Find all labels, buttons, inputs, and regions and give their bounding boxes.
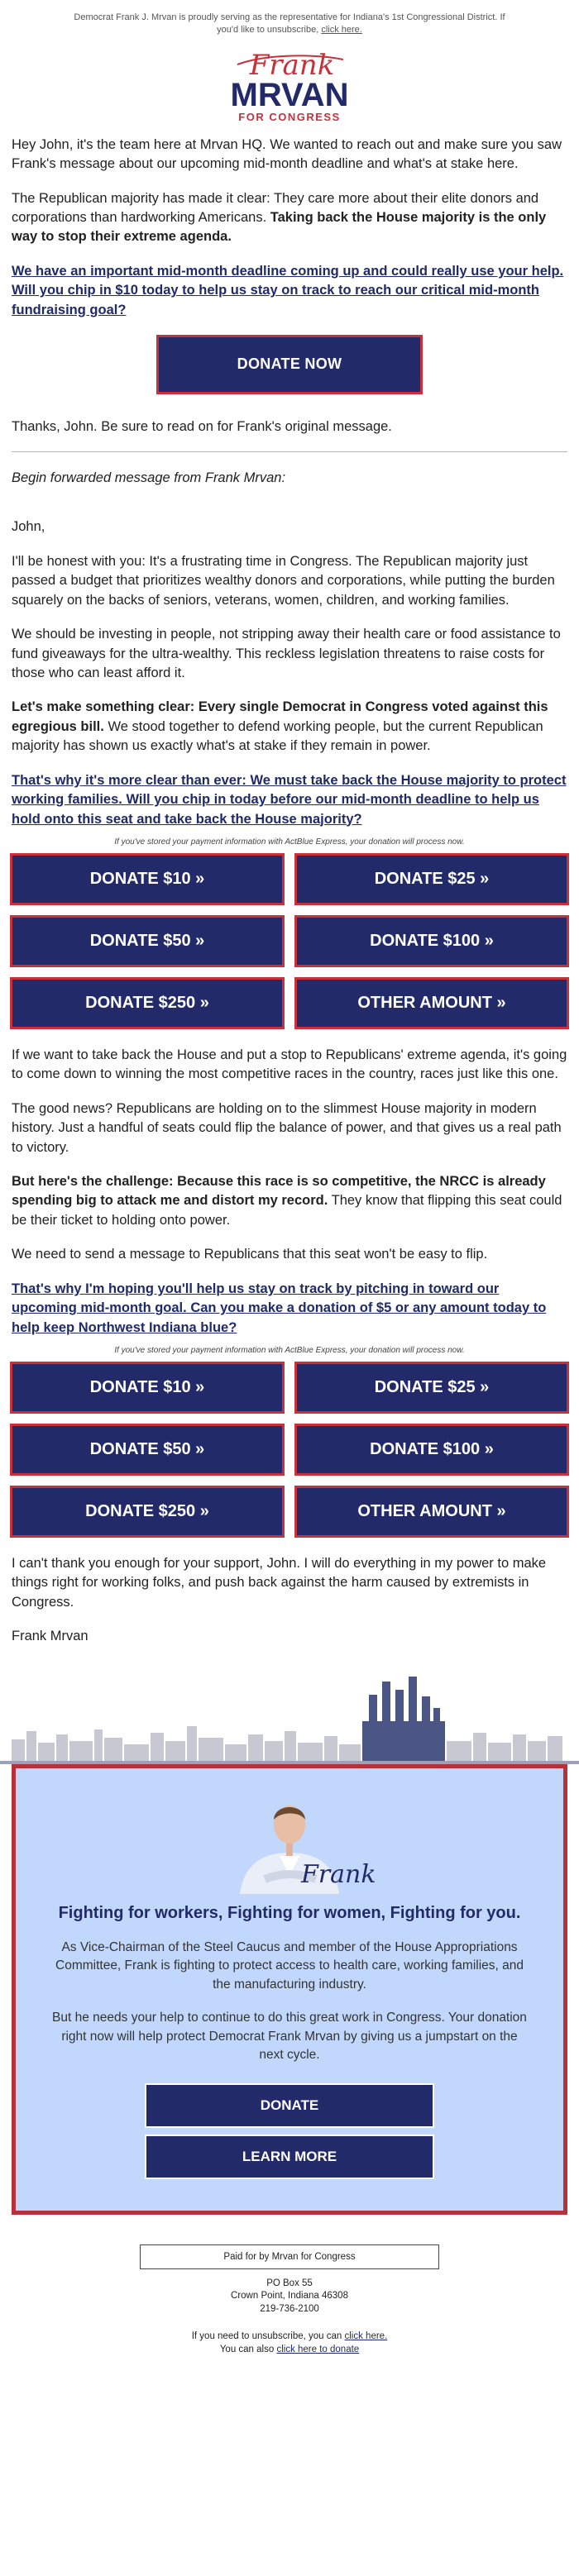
paid-for-box: Paid for by Mrvan for Congress (140, 2244, 439, 2269)
footer-unsubscribe-line (0, 2330, 579, 2344)
donate-100-button[interactable]: DONATE $100 » (294, 1424, 569, 1476)
footer-unsub-text: If you need to unsubscribe, you can (191, 2331, 342, 2342)
intro-paragraph-2 (12, 189, 567, 247)
po-box: PO Box 55 (266, 2278, 313, 2288)
panel-heading: Fighting for workers, Fighting for women, Fighting for you. (58, 1903, 521, 1922)
donate-25-button[interactable]: DONATE $25 » (294, 1362, 569, 1414)
mrvan-logo[interactable] (0, 41, 579, 136)
donate-25-button[interactable]: DONATE $25 » (294, 853, 569, 905)
panel-paragraph-1: As Vice-Chairman of the Steel Caucus and member of the House Appropriations Committee, Frank is fighting to protect access to health care, working families, and the manufacturing industry. (55, 1939, 524, 1992)
email-body (0, 136, 579, 829)
intro-p2-bold: Taking back the House majority is the only way to stop their extreme agenda. (12, 209, 547, 245)
donate-other-amount-button[interactable]: OTHER AMOUNT » (294, 977, 569, 1029)
footer-donate-link[interactable]: click here to donate (276, 2344, 360, 2354)
phone-number: 219-736-2100 (260, 2303, 319, 2314)
logo-graphic (219, 46, 360, 126)
mailing-address (0, 2278, 579, 2316)
header-disclaimer (0, 0, 579, 41)
donate-50-button[interactable]: DONATE $50 » (10, 1424, 285, 1476)
donate-10-button[interactable]: DONATE $10 » (10, 1362, 285, 1414)
disclaimer-text: Democrat Frank J. Mrvan is proudly serving as the representative for Indiana's 1st Congressional District. If you'd like to unsubscribe, (74, 12, 505, 35)
forward-paragraph-1: I'll be honest with you: It's a frustrating time in Congress. The Republican majority just passed a budget that prioritizes wealthy donors and corporations, while putting the burden squarely on the backs of seniors, veterans, women, children, and working families. (12, 553, 555, 608)
forward-paragraph-6: The good news? Republicans are holding on to the slimmest House majority in modern history. Just a handful of seats could flip the balance of power, and that gives us a real path to victory. (12, 1100, 562, 1155)
panel-learn-more-button[interactable]: LEARN MORE (145, 2135, 434, 2179)
donate-grid-2 (0, 1362, 579, 1538)
forward-paragraph-2: We should be investing in people, not stripping away their health care or food assistance to fund giveaways for the ultra-wealthy. This reckless legislation threatens to raise costs for those who can least afford it. (12, 627, 561, 680)
bio-panel (12, 1764, 567, 2215)
logo-name: MRVAN (230, 76, 349, 113)
panel-donate-button[interactable]: DONATE (145, 2083, 434, 2128)
forward-paragraph-5: If we want to take back the House and put a stop to Republicans' extreme agenda, it's going to come down to winning the most competitive races in the country, races just like this one. (12, 1047, 567, 1082)
forward-paragraph-3 (12, 698, 567, 756)
panel-paragraph-2: But he needs your help to continue to do this great work in Congress. Your donation right now will help protect Democrat Frank Mrvan by giving us a jumpstart on the next cycle. (52, 2011, 527, 2063)
forward-paragraph-7 (12, 1172, 567, 1230)
email-body-continued (0, 1046, 579, 1338)
skyline-illustration (0, 1672, 579, 1764)
email-closing (0, 1554, 579, 1647)
donate-50-button[interactable]: DONATE $50 » (10, 915, 285, 967)
forward-p3-plain: We stood together to defend working people, but the current Republican majority has shown us exactly what's at stake if they remain in power. (12, 718, 543, 754)
actblue-note-2: If you've stored your payment information with ActBlue Express, your donation will process now. (114, 1346, 465, 1355)
donate-250-button[interactable]: DONATE $250 » (10, 1486, 285, 1538)
footer-links (0, 2330, 579, 2356)
donate-100-button[interactable]: DONATE $100 » (294, 915, 569, 967)
forward-label: Begin forwarded message from Frank Mrvan: (12, 470, 286, 486)
city-state-zip: Crown Point, Indiana 46308 (231, 2291, 348, 2302)
footer-unsubscribe-link[interactable]: click here. (344, 2331, 388, 2342)
frank-photo (215, 1787, 376, 1894)
forward-paragraph-10: I can't thank you enough for your support, John. I will do everything in my power to make things right for working folks, and push back against the harm caused by extremists in Congress. (12, 1556, 547, 1610)
footer-donate-text: You can also (219, 2344, 275, 2354)
forward-donate-link-1[interactable]: That's why it's more clear than ever: We must take back the House majority to protect working families. Will you chip in today before our mid-month deadline to help us hold onto this seat and take back the House majority? (12, 772, 567, 827)
forward-paragraph-4 (12, 771, 567, 829)
actblue-note-1: If you've stored your payment information with ActBlue Express, your donation will process now. (114, 837, 465, 847)
panel-signature: Frank (301, 1859, 376, 1889)
forward-greeting: John, (12, 519, 45, 535)
forward-paragraph-9 (12, 1280, 567, 1338)
signoff: Frank Mrvan (12, 1629, 89, 1644)
intro-paragraph-4: Thanks, John. Be sure to read on for Frank's original message. (12, 418, 392, 434)
logo-script-name: Frank (249, 48, 335, 82)
skyline-graphic (0, 1672, 579, 1764)
donate-now-button[interactable]: DONATE NOW (156, 335, 423, 394)
footer-donate-line (0, 2344, 579, 2357)
intro-donate-link[interactable]: We have an important mid-month deadline coming up and could really use your help. Will you chip in $10 today to help us stay on track to reach our critical mid-month fundraising goal? (12, 263, 564, 317)
divider (12, 451, 567, 452)
forward-p3-bold: Let's make something clear: Every single Democrat in Congress voted against this egregious bill. (12, 699, 548, 734)
forward-donate-link-2[interactable]: That's why I'm hoping you'll help us stay on track by pitching in toward our upcoming mid-month goal. Can you make a donation of $5 or any amount today to help keep Northwest Indiana blue? (12, 1281, 547, 1335)
forward-p7-bold: But here's the challenge: Because this race is so competitive, the NRCC is already spending big to attack me and distort my record. (12, 1174, 546, 1209)
intro-paragraph-3 (12, 262, 567, 320)
intro-paragraph-1: Hey John, it's the team here at Mrvan HQ. We wanted to reach out and make sure you saw Frank's message about our upcoming mid-month deadline and what's at stake here. (12, 136, 562, 172)
donate-other-amount-button[interactable]: OTHER AMOUNT » (294, 1486, 569, 1538)
donate-10-button[interactable]: DONATE $10 » (10, 853, 285, 905)
logo-tagline: FOR CONGRESS (238, 110, 341, 123)
donate-250-button[interactable]: DONATE $250 » (10, 977, 285, 1029)
intro-p2-plain: The Republican majority has made it clear: They care more about their elite donors and corporations than hardworking Americans. (12, 190, 539, 225)
header-unsubscribe-link[interactable]: click here. (321, 24, 362, 35)
forward-paragraph-8: We need to send a message to Republicans that this seat won't be easy to flip. (12, 1247, 488, 1262)
donate-grid-1 (0, 853, 579, 1029)
forward-p7-plain: They know that flipping this seat could be their ticket to holding onto power. (12, 1193, 562, 1228)
